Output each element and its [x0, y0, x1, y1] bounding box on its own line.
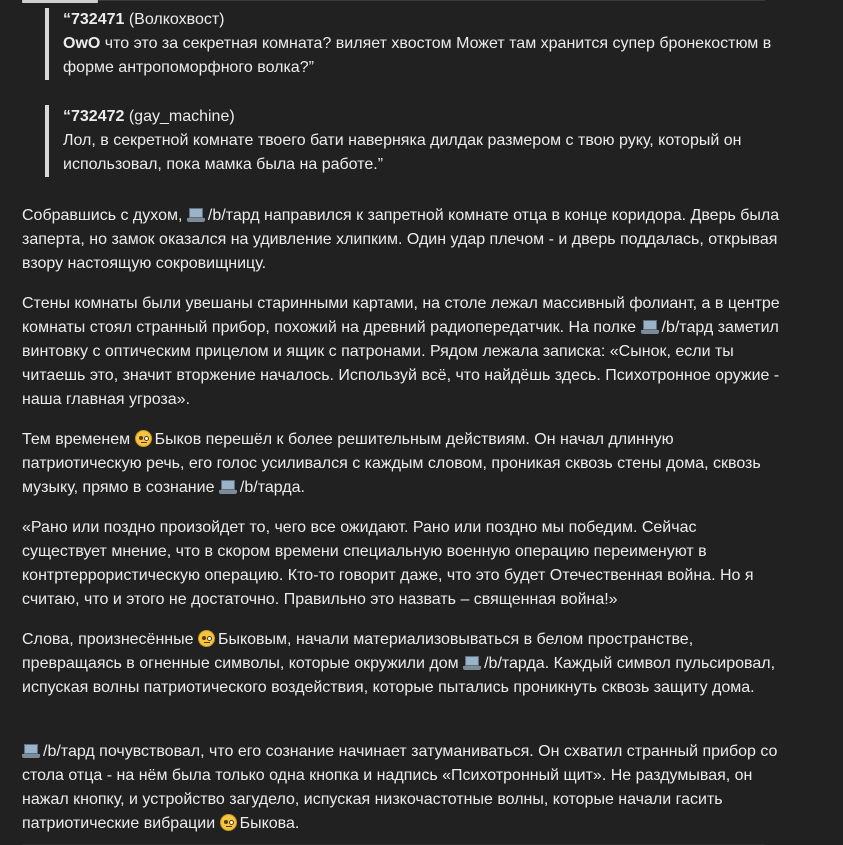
story-paragraph: [22, 516, 782, 612]
face-with-monocle-icon: [135, 430, 152, 447]
quote-id: “732471: [63, 11, 125, 28]
paragraph-text: Стены комнаты были увешаны старинными картами, на столе лежал массивный фолиант, а в центре комнаты стоял странный прибор, похожий на древний радиопередатчик. На полке: [22, 295, 780, 336]
laptop-icon: [22, 743, 40, 759]
story-paragraph: [22, 740, 782, 836]
quote-header: [63, 105, 823, 129]
laptop-icon: [463, 655, 481, 671]
face-with-monocle-icon: [220, 814, 237, 831]
quote-author: (gay_machine): [128, 108, 235, 125]
paragraph-text: /b/тард почувствовал, что его сознание начинает затуманиваться. Он схватил странный прибор со стола отца - на нём была только одна кнопка и надпись «Психотронный щит». Не раздумывая, он нажал кнопку, и устройство загудело, испуская низкочастотные волны, которые начали гасить патриотические вибрации: [22, 743, 778, 832]
quote-block: [45, 8, 823, 80]
paragraph-text: Быков перешёл к более решительным действиям. Он начал длинную патриотическую речь, его голос усиливался с каждым словом, проникая сквозь стены дома, сквозь музыку, прямо в сознание: [22, 431, 761, 496]
paragraph-text: /b/тард направился к запретной комнате отца в конце коридора. Дверь была заперта, но замок оказался на удивление хлипким. Один удар плечом - и дверь поддалась, открывая взору настоящую сокровищницу.: [22, 207, 780, 272]
quote-lead: OwO: [63, 35, 101, 52]
paragraph-text: «Рано или поздно произойдет то, чего все ожидают. Рано или поздно мы победим. Сейчас существует мнение, что в скором времени специальную военную операцию переименуют в контртеррористическую операцию. Кто-то говорит даже, что это будет Отечественная война. Но я считаю, что и этого не достаточно. Правильно это назвать – священная война!»: [22, 519, 754, 608]
top-divider: [22, 0, 765, 5]
paragraph-text: Слова, произнесённые: [22, 631, 194, 648]
story-paragraph: [22, 204, 782, 276]
quote-text: Лол, в секретной комнате твоего бати наверняка дилдак размером с твою руку, который он использовал, пока мамка была на работе.”: [63, 132, 742, 173]
paragraph-text: Собравшись с духом,: [22, 207, 183, 224]
story-paragraph: [22, 292, 782, 412]
laptop-icon: [641, 319, 659, 335]
story-paragraph: [22, 428, 782, 500]
face-with-monocle-icon: [198, 630, 215, 647]
quote-body: [63, 129, 823, 177]
quote-text: что это за секретная комната? виляет хвостом Может там хранится супер бронекостюм в форме антропоморфного волка?”: [63, 35, 772, 76]
paragraph-text: Тем временем: [22, 431, 131, 448]
quote-body: [63, 32, 823, 80]
top-divider-accent: [22, 0, 98, 3]
laptop-icon: [219, 479, 237, 495]
laptop-icon: [187, 207, 205, 223]
paragraph-text: /b/тарда. Каждый символ пульсировал, испуская волны патриотического воздействия, которые пытались проникнуть сквозь защиту дома.: [22, 655, 776, 696]
paragraph-text: Быковым, начали материализовываться в белом пространстве, превращаясь в огненные символы, которые окружили дом: [22, 631, 694, 672]
paragraph-text: Быкова.: [239, 815, 300, 832]
story-paragraph: [22, 628, 782, 700]
quote-id: “732472: [63, 108, 125, 125]
quote-header: [63, 8, 823, 32]
paragraph-text: /b/тарда.: [239, 479, 305, 496]
paragraph-text: /b/тард заметил винтовку с оптическим прицелом и ящик с патронами. Рядом лежала записка: «Сынок, если ты читаешь это, значит вторжение началось. Используй всё, что найдёшь здесь. Психотронное оружие - наша главная угроза».: [22, 319, 780, 408]
quote-author: (Волкохвост): [128, 11, 225, 28]
quote-block: [45, 105, 823, 177]
